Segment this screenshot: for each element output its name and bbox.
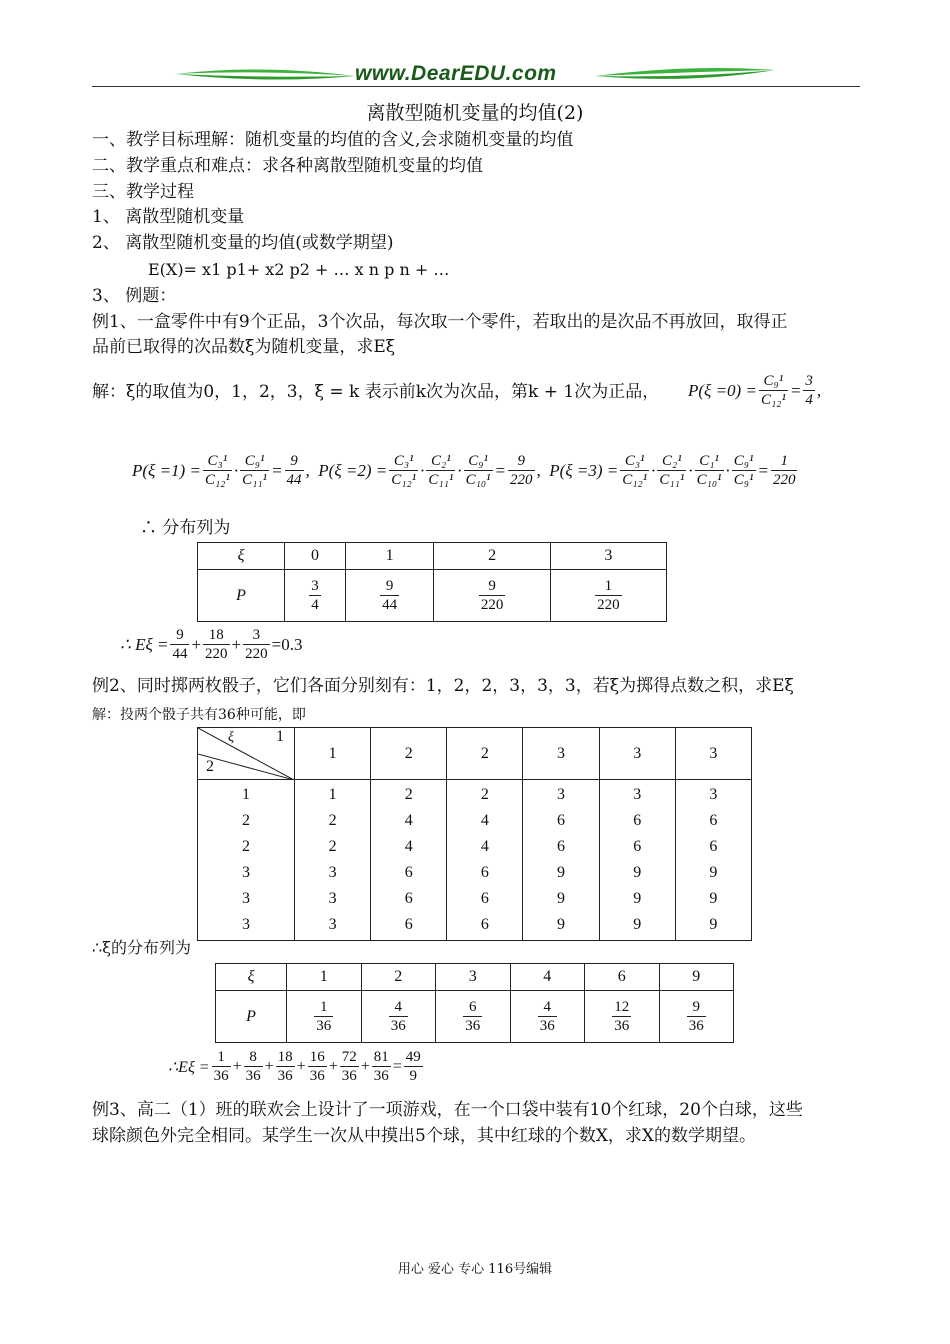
p0-comma: , [816, 380, 822, 400]
e2-term: $\frac{1}{36}$ [213, 1049, 229, 1084]
table3-head: ξ [216, 964, 287, 991]
table3-prob: $\frac{9}{36}$ [659, 991, 734, 1043]
corner-die2: 2 [206, 758, 214, 775]
e2-term: $\frac{8}{36}$ [245, 1049, 261, 1084]
distribution-table-2 [215, 963, 734, 1043]
p2-value: $\frac{9}{220}$ [510, 453, 533, 488]
example1-line2: 品前已取得的次品数ξ为随机变量，求Eξ [92, 337, 396, 357]
p3-fraction-c: $\frac{\text{C₁¹}}{\text{C₁₀¹}}$ [696, 453, 722, 488]
expectation-2: ∴Eξ = $\frac{1}{36}$ + $\frac{8}{36}$ + $\frac{18}{36}$ + $\frac{16}{36}$ + $\frac{72}{36}$ + $\frac{81}{36}$ = $\frac{49}{9}$ [168, 1049, 421, 1084]
p1-fraction-b: $\frac{\text{C₉¹}}{\text{C₁₁¹}}$ [242, 453, 268, 488]
solution1-text: 解：ξ的取值为0，1，2，3，ξ = k 表示前k次为次品，第k + 1次为正品， [92, 382, 660, 402]
p0-lhs: P(ξ =0) = [688, 380, 757, 400]
item-3: 3、 例题： [92, 286, 177, 306]
table3-prob: $\frac{4}{36}$ [510, 991, 585, 1043]
table3-head: 3 [436, 964, 511, 991]
example1-line1: 例1、一盒零件中有9个正品，3个次品，每次取一个零件，若取出的是次品不再放回，取得正 [92, 312, 788, 332]
table1-head: ξ [198, 543, 285, 570]
distribution-label-2: ∴ξ的分布列为 [92, 938, 191, 957]
page-footer: 用心 爱心 专心 116号编辑 [397, 1262, 553, 1277]
item-1: 1、 离散型随机变量 [92, 207, 245, 227]
table3-prob: $\frac{1}{36}$ [287, 991, 362, 1043]
p0-equals: = [789, 380, 802, 400]
table1-prob: $\frac{9}{44}$ [345, 570, 434, 622]
p0-combination-fraction: $\frac{\text{C₉¹}}{\text{C₁₂¹}}$ [760, 373, 786, 408]
expectation-1: ∴ Eξ = $\frac{9}{44}$ + $\frac{18}{220}$ + $\frac{3}{220}$ =0.3 [120, 627, 303, 662]
p3-value: $\frac{1}{220}$ [772, 453, 796, 488]
table2-col-head: 3 [599, 728, 675, 780]
table3-prob: $\frac{6}{36}$ [436, 991, 511, 1043]
example3-line1: 例3、高二（1）班的联欢会上设计了一项游戏，在一个口袋中装有10个红球，20个白球，这些 [92, 1100, 803, 1120]
p2-fraction-b: $\frac{\text{C₂¹}}{\text{C₁₁¹}}$ [428, 453, 454, 488]
table2-corner [198, 728, 295, 780]
example3-line2: 球除颜色外完全相同。某学生一次从中摸出5个球，其中红球的个数X，求X的数学期望。 [92, 1126, 757, 1146]
e1-term: $\frac{3}{220}$ [245, 627, 268, 662]
example2-line: 例2、同时掷两枚骰子，它们各面分别刻有：1，2，2，3，3，3，若ξ为掷得点数之积，求Eξ [92, 676, 794, 696]
p3-fraction-a: $\frac{\text{C₃¹}}{\text{C₁₂¹}}$ [622, 453, 648, 488]
product-table [197, 727, 752, 941]
table1-p-label: P [198, 570, 285, 622]
p3-fraction-d: $\frac{\text{C₉¹}}{\text{C₉¹}}$ [733, 453, 754, 488]
table1-prob: $\frac{3}{4}$ [285, 570, 346, 622]
p1-fraction-a: $\frac{\text{C₃¹}}{\text{C₁₂¹}}$ [204, 453, 230, 488]
e1-term: $\frac{18}{220}$ [205, 627, 228, 662]
table2-row-heads: 1 2 2 3 3 3 [198, 780, 295, 941]
header-rule [92, 86, 860, 87]
solution2-text: 解：投两个骰子共有36种可能，即 [92, 707, 306, 723]
table2-col: 1 2 2 3 3 3 [295, 780, 371, 941]
table1-head: 1 [345, 543, 434, 570]
p2-lhs: P(ξ =2) = [318, 460, 388, 480]
table2-col: 3 6 6 9 9 9 [675, 780, 751, 941]
table2-col: 3 6 6 9 9 9 [599, 780, 675, 941]
page-title: 离散型随机变量的均值(2) [366, 102, 584, 124]
e2-lhs: ∴Eξ = [168, 1058, 210, 1076]
corner-xi: ξ [228, 730, 234, 745]
expectation-formula: E(X)= x1 p1+ x2 p2 + … x n p n + … [148, 260, 450, 279]
table2-col: 2 4 4 6 6 6 [447, 780, 523, 941]
table2-col-head: 2 [447, 728, 523, 780]
e2-term: $\frac{16}{36}$ [309, 1049, 325, 1084]
distribution-label-1: ∴ 分布列为 [140, 518, 231, 538]
p3-lhs: P(ξ =3) = [549, 460, 619, 480]
p2-fraction-a: $\frac{\text{C₃¹}}{\text{C₁₂¹}}$ [391, 453, 417, 488]
table2-col-head: 3 [523, 728, 599, 780]
distribution-table-1 [197, 542, 667, 622]
table2-col-head: 2 [371, 728, 447, 780]
process-line: 三、教学过程 [92, 182, 194, 202]
e1-term: $\frac{9}{44}$ [172, 627, 188, 662]
e1-result: =0.3 [271, 634, 303, 654]
table1-prob: $\frac{1}{220}$ [550, 570, 666, 622]
table1-head: 2 [434, 543, 550, 570]
table2-col: 3 6 6 9 9 9 [523, 780, 599, 941]
table1-prob: $\frac{9}{220}$ [434, 570, 550, 622]
e2-term: $\frac{72}{36}$ [341, 1049, 357, 1084]
table2-col-head: 1 [295, 728, 371, 780]
table1-head: 3 [550, 543, 666, 570]
p3-fraction-b: $\frac{\text{C₂¹}}{\text{C₁₁¹}}$ [659, 453, 685, 488]
table3-head: 1 [287, 964, 362, 991]
table3-head: 4 [510, 964, 585, 991]
p2-fraction-c: $\frac{\text{C₉¹}}{\text{C₁₀¹}}$ [465, 453, 491, 488]
table3-prob: $\frac{4}{36}$ [361, 991, 436, 1043]
table3-head: 6 [585, 964, 660, 991]
p0-equation [688, 372, 821, 409]
p1-value: $\frac{9}{44}$ [286, 453, 302, 488]
p1-lhs: P(ξ =1) = [132, 460, 201, 480]
goal-line: 一、教学目标理解：随机变量的均值的含义,会求随机变量的均值 [92, 130, 574, 150]
e1-lhs: ∴ Eξ = [120, 634, 169, 654]
table3-head: 9 [659, 964, 734, 991]
table3-prob: $\frac{12}{36}$ [585, 991, 660, 1043]
table2-col: 2 4 4 6 6 6 [371, 780, 447, 941]
p1-p2-p3-equations: P(ξ =1) = $\frac{\text{C₃¹}}{\text{C₁₂¹}}$ · $\frac{\text{C₉¹}}{\text{C₁₁¹}}$ = $\frac{9}{44}$ , P(ξ =2) = $\frac{\text{C₃¹}}{\text{C₁₂¹}}$ · $\frac{\text{C₂¹}}{\text{C₁₁¹}}$ · $\frac{\text{C₉¹}}{\text{C₁₀¹}}$ = $\frac{9}{220}$ , P(ξ =3) = $\frac{\text{C₃¹}}{\text{C₁₂¹}}$ · $\frac{\text{C₂¹}}{\text{C₁₁¹}}$ · $\frac{\text{C₁¹}}{\text{C₁₀¹}}$ · $\frac{\text{C₉¹}}{\text{C₉¹}}$ = $\frac{1}{220}$ [132, 453, 796, 488]
table3-head: 2 [361, 964, 436, 991]
key-line: 二、教学重点和难点：求各种离散型随机变量的均值 [92, 156, 483, 176]
e2-result: $\frac{49}{9}$ [405, 1049, 421, 1084]
e2-term: $\frac{18}{36}$ [277, 1049, 293, 1084]
table3-p-label: P [216, 991, 287, 1043]
p0-value-fraction: $\frac{3}{4}$ [805, 373, 813, 408]
site-logo-text: www.DearEDU.com [355, 62, 557, 85]
item-2: 2、 离散型随机变量的均值(或数学期望) [92, 233, 394, 253]
corner-die1: 1 [276, 728, 284, 745]
e2-term: $\frac{81}{36}$ [373, 1049, 389, 1084]
table1-head: 0 [285, 543, 346, 570]
table2-col-head: 3 [675, 728, 751, 780]
